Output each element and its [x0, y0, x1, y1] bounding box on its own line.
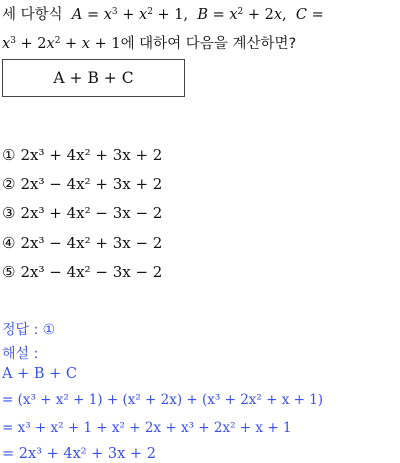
choice-label: 2x³ + 4x² − 3x − 2 [20, 204, 163, 222]
choice-4[interactable] [2, 234, 162, 252]
choice-number: ② [2, 175, 16, 193]
solution-step-1: A + B + C [2, 366, 77, 382]
answer-label: 정답 : ① [2, 322, 56, 338]
choice-2[interactable] [2, 175, 162, 193]
question-suffix: 에 대하여 다음을 계산하면? [120, 36, 297, 52]
choice-label: 2x³ − 4x² + 3x + 2 [20, 175, 163, 193]
choice-number: ③ [2, 204, 16, 222]
choice-number: ⑤ [2, 263, 16, 281]
choice-number: ④ [2, 234, 16, 252]
choice-5[interactable] [2, 263, 162, 281]
question-prefix: 세 다항식 [2, 7, 63, 23]
solution-step-4: = 2x³ + 4x² + 3x + 2 [2, 446, 156, 462]
choice-number: ① [2, 146, 16, 164]
choice-1[interactable] [2, 146, 162, 164]
choice-label: 2x³ + 4x² + 3x + 2 [20, 146, 163, 164]
choice-label: 2x³ − 4x² + 3x − 2 [20, 234, 163, 252]
choice-3[interactable] [2, 204, 162, 222]
polynomial-definitions: $A = x^3 + x^2 + 1$, $B = x^2 + 2x$, C = [71, 7, 324, 23]
choice-label: 2x³ − 4x² − 3x − 2 [20, 263, 163, 281]
solution-step-2: = (x³ + x² + 1) + (x² + 2x) + (x³ + 2x² + x + 1) [2, 392, 324, 408]
polynomial-c: $x^3 + 2x^2 + x + 1$ [2, 36, 121, 52]
solution-step-3: = x³ + x² + 1 + x² + 2x + x³ + 2x² + x + 1 [2, 420, 292, 436]
question-line-2 [2, 32, 296, 53]
explanation-label: 해설 : [2, 346, 39, 362]
question-line-1 [2, 3, 324, 24]
expression-box: A + B + C [2, 59, 185, 97]
